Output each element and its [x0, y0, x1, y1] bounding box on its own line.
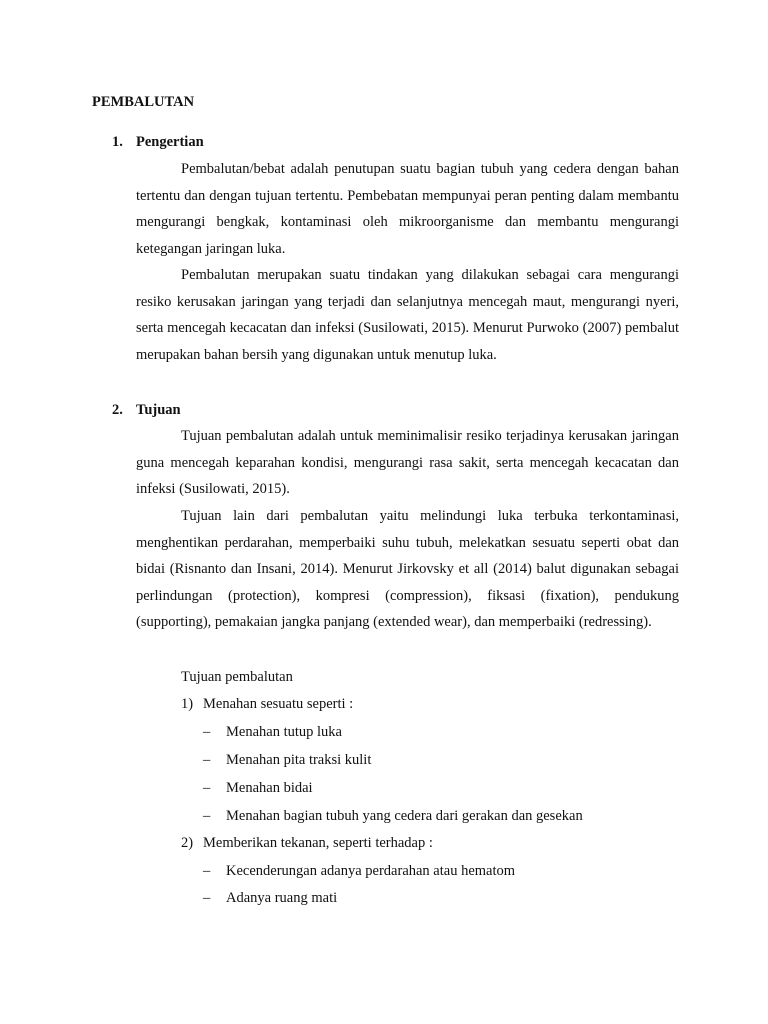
dash-list-item — [203, 806, 583, 826]
dash-bullet: – — [203, 890, 211, 906]
section-heading-tujuan — [112, 400, 181, 420]
dash-bullet: – — [203, 724, 211, 740]
list-text: Adanya ruang mati — [226, 890, 338, 906]
section-title: Tujuan — [136, 402, 181, 418]
list-text: Menahan tutup luka — [226, 724, 342, 740]
dash-bullet: – — [203, 752, 211, 768]
numbered-list-item — [181, 833, 433, 853]
list-text: Menahan bagian tubuh yang cedera dari gerakan dan gesekan — [226, 808, 583, 824]
paragraph: Tujuan pembalutan adalah untuk meminimalisir resiko terjadinya kerusakan jaringan guna mencegah keparahan kondisi, mengurangi rasa sakit, serta mencegah kecacatan dan infeksi (Susilowati, 2015). — [136, 428, 679, 498]
list-label: Memberikan tekanan, seperti terhadap : — [203, 835, 433, 851]
list-intro: Tujuan pembalutan — [181, 669, 293, 685]
paragraph: Tujuan lain dari pembalutan yaitu melindungi luka terbuka terkontaminasi, menghentikan perdarahan, memperbaiki suhu tubuh, melekatkan sesuatu seperti obat dan bidai (Risnanto dan Insani, 2014). Menurut Jirkovsky et all (2014) balut digunakan sebagai perlindungan (protection), kompresi (compression), fiksasi (fixation), pendukung (supporting), pemakaian jangka panjang (extended wear), dan memperbaiki (redressing). — [136, 508, 679, 631]
numbered-list-item — [181, 694, 353, 714]
list-text: Kecenderungan adanya perdarahan atau hematom — [226, 863, 516, 879]
section-title: Pengertian — [136, 134, 204, 150]
section-heading-pengertian — [112, 132, 204, 152]
dash-list-item — [203, 861, 515, 881]
dash-list-item — [203, 888, 337, 908]
dash-bullet: – — [203, 808, 211, 824]
list-number: 1) — [181, 696, 194, 712]
dash-bullet: – — [203, 863, 211, 879]
list-text: Menahan bidai — [226, 780, 313, 796]
dash-list-item — [203, 778, 313, 798]
paragraph: Pembalutan/bebat adalah penutupan suatu bagian tubuh yang cedera dengan bahan tertentu dan dengan tujuan tertentu. Pembebatan mempunyai peran penting dalam membantu mengurangi bengkak, kontaminasi oleh mikroorganisme dan membantu mengurangi ketegangan jaringan luka. — [136, 161, 679, 257]
dash-bullet: – — [203, 780, 211, 796]
dash-list-item — [203, 750, 371, 770]
section-number: 2. — [112, 402, 123, 418]
section-number: 1. — [112, 134, 123, 150]
list-label: Menahan sesuatu seperti : — [203, 696, 354, 712]
paragraph: Pembalutan merupakan suatu tindakan yang dilakukan sebagai cara mengurangi resiko kerusakan jaringan yang terjadi dan selanjutnya mencegah maut, mengurangi nyeri, serta mencegah kecacatan dan infeksi (Susilowati, 2015). Menurut Purwoko (2007) pembalut merupakan bahan bersih yang digunakan untuk menutup luka. — [136, 267, 679, 363]
dash-list-item — [203, 722, 342, 742]
list-text: Menahan pita traksi kulit — [226, 752, 372, 768]
document-title: PEMBALUTAN — [92, 94, 195, 110]
list-number: 2) — [181, 835, 194, 851]
